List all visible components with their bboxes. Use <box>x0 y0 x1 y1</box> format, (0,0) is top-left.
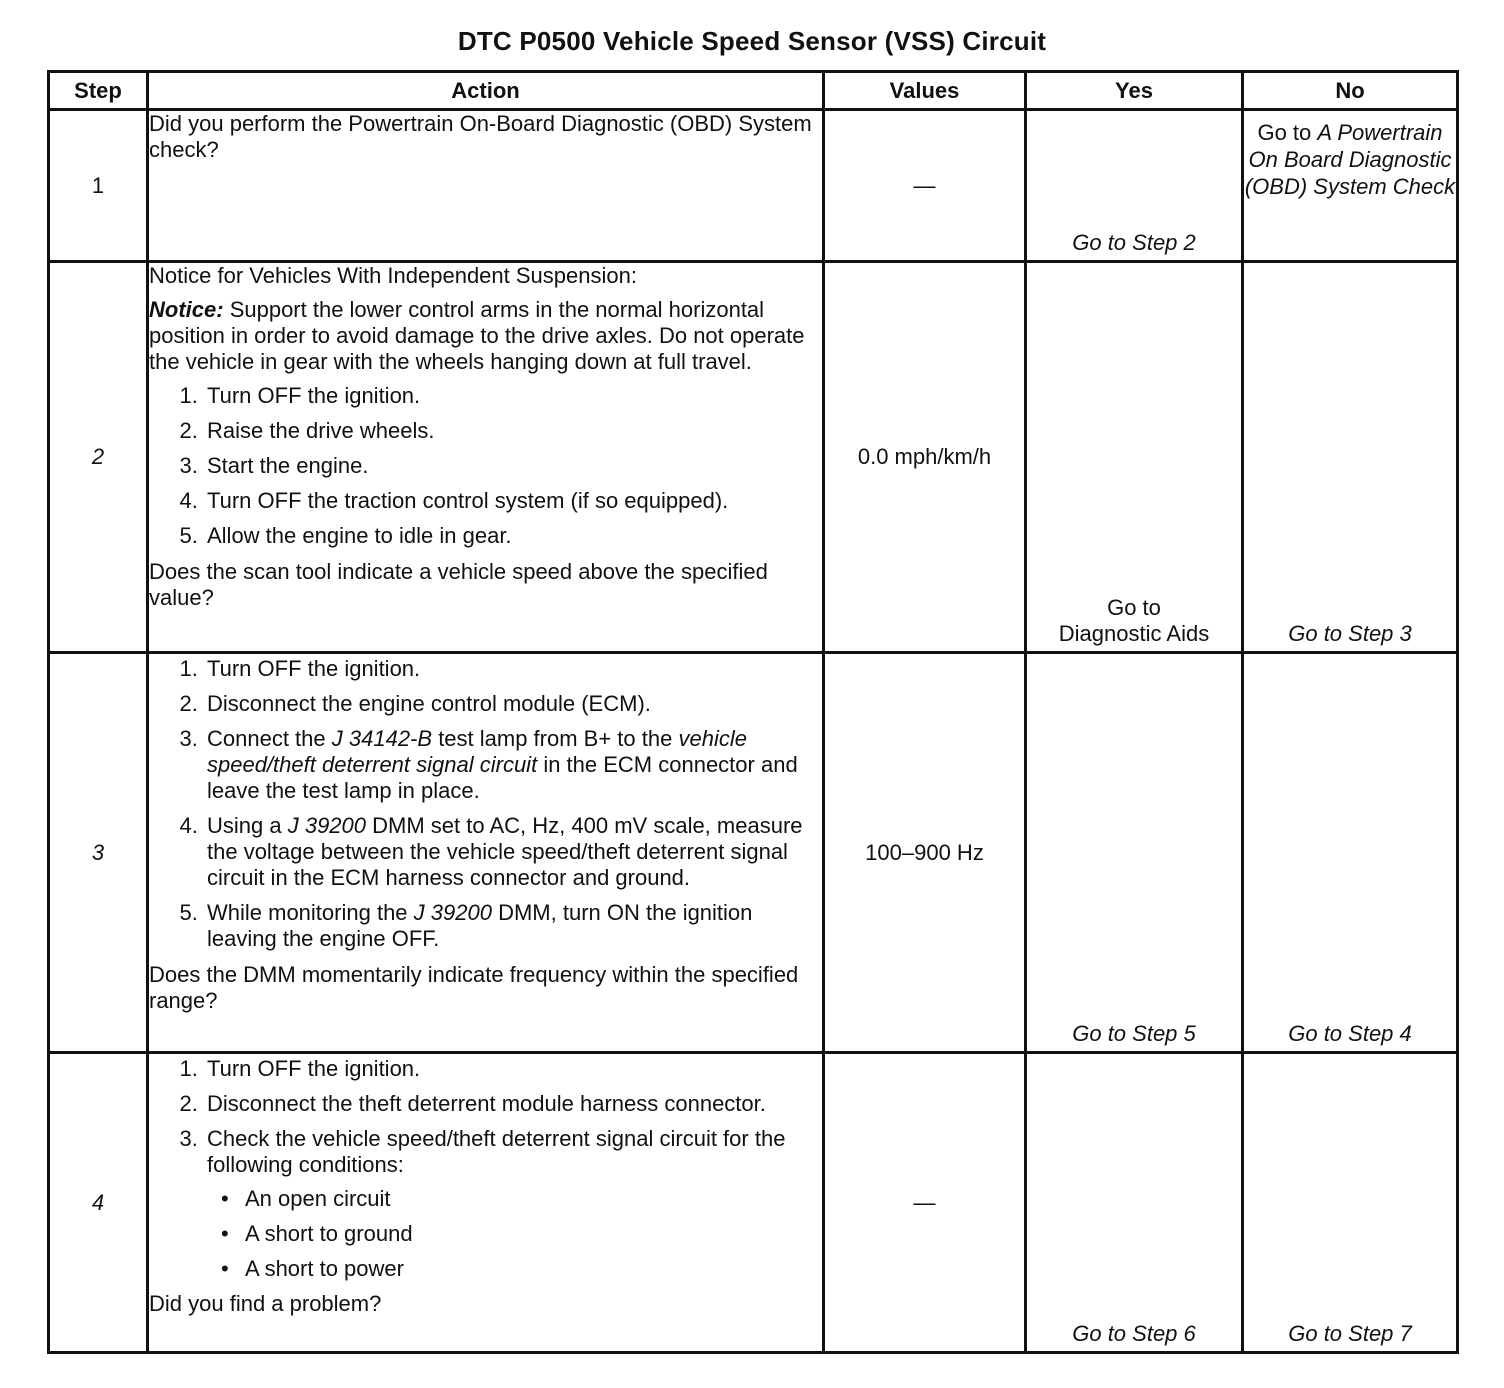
value-cell: — <box>824 1053 1026 1353</box>
list-item: • A short to ground <box>237 1221 822 1247</box>
no-cell: Go to Step 4 <box>1243 653 1458 1053</box>
no-prefix: Go to <box>1257 120 1312 145</box>
tool-name: J 39200 <box>287 813 367 838</box>
list-item: 1. Turn OFF the ignition. <box>204 1056 822 1082</box>
list-item <box>204 900 822 952</box>
notice <box>149 297 822 375</box>
header-values: Values <box>824 72 1026 110</box>
header-no: No <box>1243 72 1458 110</box>
list-item <box>204 813 822 891</box>
step-number: 1 <box>49 110 148 262</box>
list-item: 1. Turn OFF the ignition. <box>204 383 822 409</box>
header-step: Step <box>49 72 148 110</box>
no-reference: A Powertrain On Board Diagnostic (OBD) System Check <box>1244 120 1456 199</box>
list-item: 2. Raise the drive wheels. <box>204 418 822 444</box>
yes-cell: Go to Step 6 <box>1026 1053 1243 1353</box>
action-cell <box>148 110 824 262</box>
value-cell: 100–900 Hz <box>824 653 1026 1053</box>
list-item <box>204 1126 822 1282</box>
step-list <box>149 383 822 549</box>
header-action: Action <box>148 72 824 110</box>
circuit-name: vehicle speed/theft deterrent signal circuit <box>207 726 747 777</box>
table-row <box>49 653 1458 1053</box>
question: Did you perform the Powertrain On-Board Diagnostic (OBD) System check? <box>149 111 812 162</box>
page-title: DTC P0500 Vehicle Speed Sensor (VSS) Circuit <box>457 26 1047 56</box>
yes-cell: Go to Diagnostic Aids <box>1026 262 1243 653</box>
table-row <box>49 1053 1458 1353</box>
list-item: 5. Allow the engine to idle in gear. <box>204 523 822 549</box>
no-cell <box>1243 110 1458 262</box>
notice-heading: Notice for Vehicles With Independent Suspension: <box>149 263 637 288</box>
condition-list <box>207 1186 822 1282</box>
question: Does the DMM momentarily indicate frequency within the specified range? <box>149 962 799 1013</box>
action-cell <box>148 262 824 653</box>
no-cell: Go to Step 7 <box>1243 1053 1458 1353</box>
tool-name: J 39200 <box>413 900 492 925</box>
step-list <box>149 656 822 952</box>
text: While monitoring the <box>207 900 408 925</box>
list-item: 2. Disconnect the theft deterrent module harness connector. <box>204 1091 822 1117</box>
table-row <box>49 262 1458 653</box>
step-list <box>149 1056 822 1282</box>
header-row <box>49 72 1458 110</box>
value-cell: — <box>824 110 1026 262</box>
diagnostic-table <box>47 70 1459 1354</box>
text: in the ECM connector and leave the test lamp in place. <box>207 752 798 803</box>
list-item <box>204 726 822 804</box>
list-item: • A short to power <box>237 1256 822 1282</box>
tool-name: J 34142-B <box>331 726 433 751</box>
question: Does the scan tool indicate a vehicle speed above the specified value? <box>149 559 768 610</box>
header-yes: Yes <box>1026 72 1243 110</box>
action-cell <box>148 1053 824 1353</box>
text: Using a <box>207 813 282 838</box>
step-number: 4 <box>49 1053 148 1353</box>
list-item: 3. Start the engine. <box>204 453 822 479</box>
step-number: 3 <box>49 653 148 1053</box>
no-cell: Go to Step 3 <box>1243 262 1458 653</box>
text: DMM set to AC, Hz, 400 mV scale, measure the voltage between the vehicle speed/theft deterrent signal circuit in the ECM harness connector and ground. <box>207 813 803 890</box>
text: test lamp from B+ to the <box>438 726 673 751</box>
list-item: 2. Disconnect the engine control module (ECM). <box>204 691 822 717</box>
yes-cell: Go to Step 2 <box>1026 110 1243 262</box>
text: Check the vehicle speed/theft deterrent signal circuit for the following conditions: <box>207 1126 786 1177</box>
text: Connect the <box>207 726 326 751</box>
table-row <box>49 110 1458 262</box>
list-item: • An open circuit <box>237 1186 822 1212</box>
notice-label: Notice: <box>149 297 224 322</box>
yes-cell: Go to Step 5 <box>1026 653 1243 1053</box>
text: DMM, turn ON the ignition leaving the engine OFF. <box>207 900 753 951</box>
list-item: 4. Turn OFF the traction control system (if so equipped). <box>204 488 822 514</box>
notice-text: Support the lower control arms in the normal horizontal position in order to avoid damage to the drive axles. Do not operate the vehicle in gear with the wheels hanging down at full travel. <box>149 297 805 374</box>
list-item: 1. Turn OFF the ignition. <box>204 656 822 682</box>
question: Did you find a problem? <box>149 1291 382 1316</box>
action-cell <box>148 653 824 1053</box>
value-cell: 0.0 mph/km/h <box>824 262 1026 653</box>
step-number: 2 <box>49 262 148 653</box>
